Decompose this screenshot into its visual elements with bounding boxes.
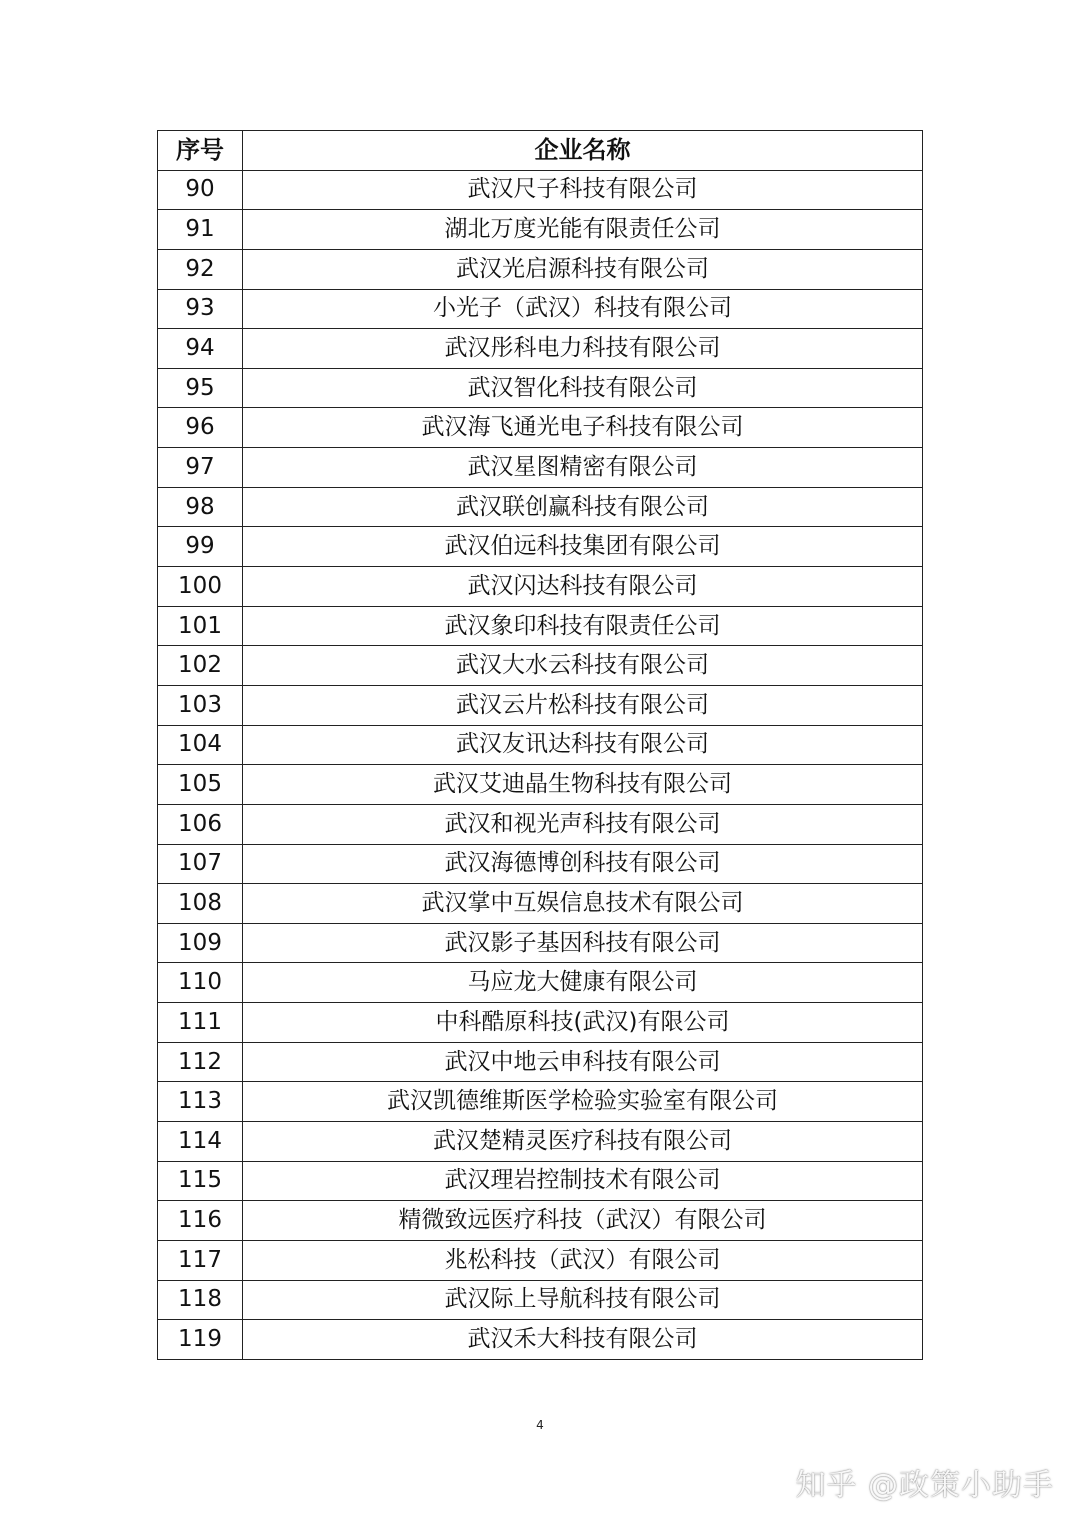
- row-index: 105: [158, 765, 243, 805]
- table-row: [158, 606, 923, 646]
- row-index: 110: [158, 963, 243, 1003]
- row-index: 98: [158, 487, 243, 527]
- row-company-name: 兆松科技（武汉）有限公司: [243, 1240, 923, 1280]
- row-index: 93: [158, 289, 243, 329]
- table-row: [158, 1082, 923, 1122]
- row-index: 112: [158, 1042, 243, 1082]
- table-row: [158, 368, 923, 408]
- row-company-name: 马应龙大健康有限公司: [243, 963, 923, 1003]
- row-company-name: 小光子（武汉）科技有限公司: [243, 289, 923, 329]
- header-index: 序号: [158, 131, 243, 171]
- table-row: [158, 289, 923, 329]
- table-row: [158, 923, 923, 963]
- row-company-name: 武汉和视光声科技有限公司: [243, 804, 923, 844]
- table-row: [158, 1280, 923, 1320]
- row-company-name: 武汉光启源科技有限公司: [243, 249, 923, 289]
- row-company-name: 武汉中地云申科技有限公司: [243, 1042, 923, 1082]
- table-row: [158, 844, 923, 884]
- table-row: [158, 963, 923, 1003]
- page-number: 4: [536, 1418, 544, 1432]
- row-index: 109: [158, 923, 243, 963]
- row-index: 90: [158, 170, 243, 210]
- row-company-name: 武汉星图精密有限公司: [243, 448, 923, 488]
- row-company-name: 武汉禾大科技有限公司: [243, 1320, 923, 1360]
- row-company-name: 武汉伯远科技集团有限公司: [243, 527, 923, 567]
- row-index: 92: [158, 249, 243, 289]
- row-company-name: 武汉际上导航科技有限公司: [243, 1280, 923, 1320]
- row-company-name: 武汉友讯达科技有限公司: [243, 725, 923, 765]
- row-company-name: 武汉凯德维斯医学检验实验室有限公司: [243, 1082, 923, 1122]
- row-company-name: 武汉海飞通光电子科技有限公司: [243, 408, 923, 448]
- row-index: 113: [158, 1082, 243, 1122]
- row-company-name: 精微致远医疗科技（武汉）有限公司: [243, 1201, 923, 1241]
- table-row: [158, 646, 923, 686]
- table-row: [158, 1003, 923, 1043]
- table-row: [158, 1161, 923, 1201]
- row-company-name: 武汉智化科技有限公司: [243, 368, 923, 408]
- row-index: 100: [158, 567, 243, 607]
- row-company-name: 中科酷原科技(武汉)有限公司: [243, 1003, 923, 1043]
- table-row: [158, 527, 923, 567]
- row-company-name: 武汉象印科技有限责任公司: [243, 606, 923, 646]
- row-index: 115: [158, 1161, 243, 1201]
- row-company-name: 武汉闪达科技有限公司: [243, 567, 923, 607]
- company-list-table: [157, 130, 923, 1360]
- row-company-name: 武汉艾迪晶生物科技有限公司: [243, 765, 923, 805]
- table-row: [158, 1240, 923, 1280]
- row-index: 106: [158, 804, 243, 844]
- row-index: 111: [158, 1003, 243, 1043]
- row-company-name: 武汉大水云科技有限公司: [243, 646, 923, 686]
- row-index: 94: [158, 329, 243, 369]
- table-header-row: [158, 131, 923, 171]
- row-index: 96: [158, 408, 243, 448]
- row-company-name: 武汉楚精灵医疗科技有限公司: [243, 1122, 923, 1162]
- table-row: [158, 1042, 923, 1082]
- table-row: [158, 408, 923, 448]
- zhihu-watermark: 知乎 @政策小助手: [795, 1468, 1054, 1503]
- row-index: 95: [158, 368, 243, 408]
- table-row: [158, 170, 923, 210]
- row-company-name: 武汉联创赢科技有限公司: [243, 487, 923, 527]
- row-company-name: 武汉云片松科技有限公司: [243, 685, 923, 725]
- row-index: 114: [158, 1122, 243, 1162]
- row-index: 99: [158, 527, 243, 567]
- table-row: [158, 1320, 923, 1360]
- table-row: [158, 329, 923, 369]
- row-index: 117: [158, 1240, 243, 1280]
- row-index: 104: [158, 725, 243, 765]
- row-index: 119: [158, 1320, 243, 1360]
- table-body: [158, 170, 923, 1359]
- row-index: 108: [158, 884, 243, 924]
- table-row: [158, 210, 923, 250]
- row-company-name: 武汉理岩控制技术有限公司: [243, 1161, 923, 1201]
- table-row: [158, 1122, 923, 1162]
- table-row: [158, 884, 923, 924]
- row-company-name: 武汉海德博创科技有限公司: [243, 844, 923, 884]
- row-index: 118: [158, 1280, 243, 1320]
- row-company-name: 武汉尺子科技有限公司: [243, 170, 923, 210]
- row-index: 101: [158, 606, 243, 646]
- row-index: 103: [158, 685, 243, 725]
- table-row: [158, 804, 923, 844]
- table-row: [158, 1201, 923, 1241]
- row-company-name: 武汉彤科电力科技有限公司: [243, 329, 923, 369]
- table-row: [158, 487, 923, 527]
- row-index: 116: [158, 1201, 243, 1241]
- row-company-name: 湖北万度光能有限责任公司: [243, 210, 923, 250]
- row-index: 97: [158, 448, 243, 488]
- row-index: 91: [158, 210, 243, 250]
- row-company-name: 武汉影子基因科技有限公司: [243, 923, 923, 963]
- table-row: [158, 725, 923, 765]
- row-index: 107: [158, 844, 243, 884]
- header-company-name: 企业名称: [243, 131, 923, 171]
- row-index: 102: [158, 646, 243, 686]
- table-row: [158, 448, 923, 488]
- table-row: [158, 765, 923, 805]
- row-company-name: 武汉掌中互娱信息技术有限公司: [243, 884, 923, 924]
- table-row: [158, 249, 923, 289]
- table-row: [158, 567, 923, 607]
- table-row: [158, 685, 923, 725]
